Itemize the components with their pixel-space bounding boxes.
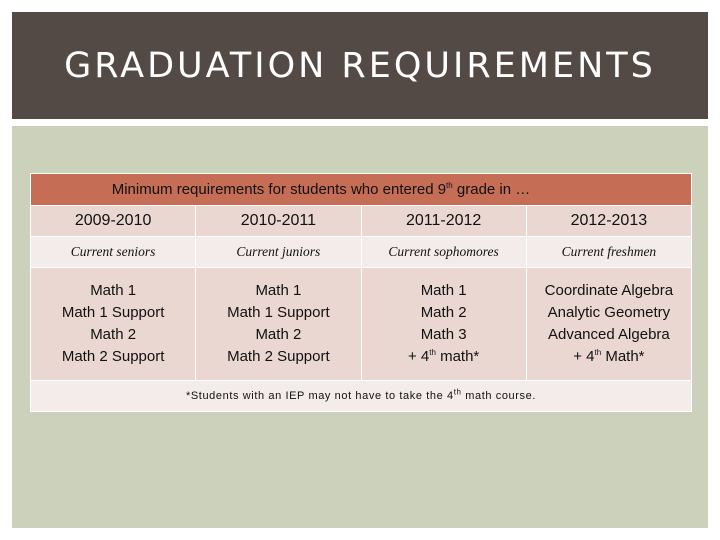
year-cell: 2011-2012: [361, 206, 526, 237]
year-cell: 2012-2013: [526, 206, 691, 237]
table-header: [31, 174, 692, 206]
footnote-text-pre: *Students with an IEP may not have to take the 4: [185, 390, 454, 402]
courses-cell: [196, 268, 361, 381]
year-cell: 2009-2010: [31, 206, 196, 237]
course-text-pre: + 4: [573, 348, 595, 365]
course-line: Math 2 Support: [61, 348, 165, 365]
status-cell: Current seniors: [31, 237, 196, 268]
course-text-sup: th: [594, 348, 602, 357]
course-line: Math 2: [420, 304, 467, 321]
status-cell: Current freshmen: [526, 237, 691, 268]
course-line: Math 2 Support: [227, 348, 330, 365]
course-line: Coordinate Algebra: [544, 282, 674, 299]
course-line: Math 3: [420, 326, 467, 343]
footnote-row: [31, 381, 692, 412]
requirements-table: [30, 173, 692, 412]
course-line: Math 1 Support: [227, 304, 330, 321]
course-line: Math 1: [255, 282, 302, 299]
year-row: [31, 206, 692, 237]
course-text-sup: th: [429, 348, 436, 357]
year-cell: 2010-2011: [196, 206, 361, 237]
course-line: Math 1: [90, 282, 137, 299]
course-line: Advanced Algebra: [547, 326, 670, 343]
course-line: [527, 346, 691, 368]
course-text-post: Math*: [601, 348, 645, 365]
header-text-post: grade in …: [452, 181, 531, 198]
slide-title: GRADUATION REQUIREMENTS: [64, 45, 656, 86]
course-text-post: math*: [435, 348, 480, 365]
courses-cell: [31, 268, 196, 381]
status-row: [31, 237, 692, 268]
footnote-text-sup: th: [453, 387, 462, 397]
status-cell: Current juniors: [196, 237, 361, 268]
course-line: Math 1: [420, 282, 467, 299]
courses-cell: [526, 268, 691, 381]
course-line: Math 2: [90, 326, 137, 343]
status-cell: Current sophomores: [361, 237, 526, 268]
course-line: [362, 346, 526, 368]
title-bar: [12, 12, 708, 119]
table-header-text: [112, 181, 611, 198]
courses-cell: [361, 268, 526, 381]
course-text-pre: + 4: [407, 348, 430, 365]
course-line: Analytic Geometry: [547, 304, 671, 321]
table-header-row: [31, 174, 692, 206]
course-line: Math 1 Support: [61, 304, 165, 321]
footnote: [31, 381, 692, 412]
course-line: Math 2: [255, 326, 302, 343]
header-text-sup: th: [446, 181, 453, 190]
footnote-text-post: math course.: [461, 390, 537, 402]
courses-row: [31, 268, 692, 381]
header-text-pre: Minimum requirements for students who entered 9: [111, 181, 447, 198]
